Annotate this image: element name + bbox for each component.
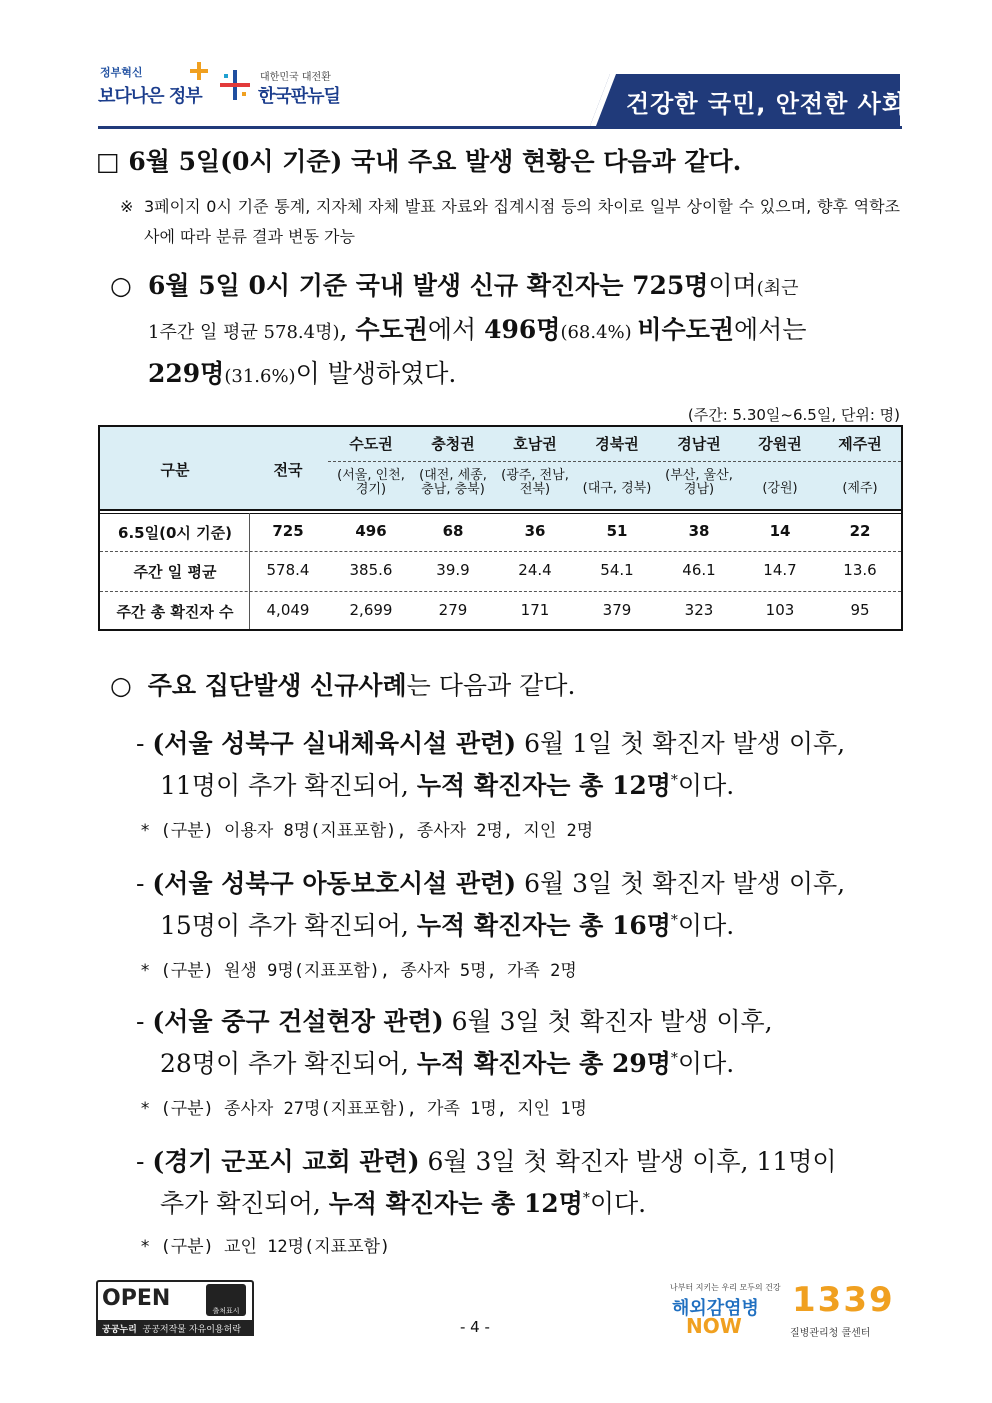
region-name: 경남권 <box>677 435 721 453</box>
table-cell: 46.1 <box>682 561 716 579</box>
table-cell: 496 <box>355 522 387 540</box>
new-deal-mark-icon <box>218 68 252 102</box>
summary-line-3: 229명(31.6%)이 발생하였다. <box>148 359 457 388</box>
region-name: 수도권 <box>349 435 393 453</box>
table-cell: 14.7 <box>763 561 797 579</box>
table-cell: 171 <box>520 601 550 619</box>
cluster-item-line: - (경기 군포시 교회 관련) 6월 3일 첫 확진자 발생 이후, 11명이 <box>136 1147 837 1176</box>
table-cell: 379 <box>602 601 632 619</box>
cluster-item-note: * (구분) 원생 9명(지표포함), 종사자 5명, 가족 2명 <box>140 961 577 981</box>
row-label: 6.5일(0시 기준) <box>118 524 232 542</box>
header-divider <box>98 126 902 129</box>
header-rule <box>100 509 901 511</box>
header-rule-2 <box>100 513 901 514</box>
row-label: 주간 총 확진자 수 <box>116 603 234 621</box>
summary-line-2: 1주간 일 평균 578.4명), 수도권에서 496명(68.4%) 비수도권에서는 <box>148 315 807 344</box>
region-name: 제주권 <box>838 435 882 453</box>
kdca-call-center-logo: 1339 질병관리청 콜센터 <box>790 1280 895 1339</box>
cluster-item-line: - (서울 성북구 아동보호시설 관련) 6월 3일 첫 확진자 발생 이후, <box>136 869 846 898</box>
region-sub: (부산, 울산, 경남) <box>665 468 733 497</box>
call-center-number: 1339 <box>792 1280 895 1320</box>
cluster-item-line: 추가 확진되어, 누적 확진자는 총 12명*이다. <box>160 1189 647 1218</box>
region-sub: (대구, 경북) <box>582 481 652 496</box>
row-label: 주간 일 평균 <box>133 563 217 581</box>
region-name: 충청권 <box>431 435 475 453</box>
cluster-item-line: 11명이 추가 확진되어, 누적 확진자는 총 12명*이다. <box>160 771 735 800</box>
gov-innovation-logo: 정부혁신 보다나은 정부 <box>98 62 210 112</box>
regional-cases-table <box>98 425 903 631</box>
page-title: □ 6월 5일(0시 기준) 국내 주요 발생 현황은 다음과 같다. <box>96 147 742 176</box>
korean-new-deal-logo: 대한민국 대전환 한국판뉴딜 <box>218 64 368 110</box>
cluster-item-note: * (구분) 교인 12명(지표포함) <box>140 1237 391 1257</box>
slogan-banner <box>590 74 907 126</box>
summary-paragraph <box>110 264 902 396</box>
circle-bullet: ○ <box>110 271 132 300</box>
summary-line-1: 6월 5일 0시 기준 국내 발생 신규 확진자는 725명이며(최근 <box>148 271 799 300</box>
table-cell: 51 <box>606 522 628 540</box>
table-cell: 725 <box>272 522 304 540</box>
region-sub: (강원) <box>762 481 798 496</box>
table-cell: 68 <box>442 522 464 540</box>
table-cell: 24.4 <box>518 561 552 579</box>
table-cell: 14 <box>769 522 791 540</box>
row-divider <box>100 591 901 592</box>
table-cell: 279 <box>438 601 468 619</box>
region-sub: (서울, 인천, 경기) <box>337 468 405 497</box>
region-name: 강원권 <box>758 435 802 453</box>
cluster-item-line: 15명이 추가 확진되어, 누적 확진자는 총 16명*이다. <box>160 911 735 940</box>
table-cell: 38 <box>688 522 710 540</box>
region-name: 호남권 <box>513 435 557 453</box>
table-cell: 54.1 <box>600 561 634 579</box>
region-sub: (광주, 전남, 전북) <box>501 468 569 497</box>
table-cell: 39.9 <box>436 561 470 579</box>
row-divider <box>100 551 901 552</box>
cluster-item-note: * (구분) 종사자 27명(지표포함), 가족 1명, 지인 1명 <box>140 1099 587 1119</box>
table-cell: 323 <box>684 601 714 619</box>
table-cell: 95 <box>850 601 870 619</box>
cluster-item-line: - (서울 성북구 실내체육시설 관련) 6월 1일 첫 확진자 발생 이후, <box>136 729 846 758</box>
overseas-infection-now-logo: 나부터 지키는 우리 모두의 건강 해외감염병 NOW <box>670 1283 781 1338</box>
cluster-item-note: * (구분) 이용자 8명(지표포함), 종사자 2명, 지인 2명 <box>140 821 594 841</box>
banner-text: 건강한 국민, 안전한 사회 <box>626 90 907 118</box>
table-cell: 578.4 <box>266 561 310 579</box>
table-cell: 4,049 <box>266 601 310 619</box>
region-sub: (제주) <box>842 481 878 496</box>
cluster-item-line: - (서울 중구 건설현장 관련) 6월 3일 첫 확진자 발생 이후, <box>136 1007 773 1036</box>
table-cell: 13.6 <box>843 561 877 579</box>
col-header-nation: 전국 <box>273 461 303 479</box>
table-cell: 385.6 <box>349 561 393 579</box>
table-cell: 22 <box>849 522 871 540</box>
page-number: - 4 - <box>460 1318 490 1336</box>
region-sub: (대전, 세종, 충남, 충북) <box>419 468 487 497</box>
table-cell: 103 <box>765 601 795 619</box>
plus-icon <box>190 62 208 80</box>
table-cell: 36 <box>524 522 546 540</box>
open-label: OPEN <box>102 1286 171 1311</box>
header-dashed-divider <box>328 461 901 462</box>
col-header-label: 구분 <box>160 461 190 479</box>
region-name: 경북권 <box>595 435 639 453</box>
cluster-item-line: 28명이 추가 확진되어, 누적 확진자는 총 29명*이다. <box>160 1049 735 1078</box>
cluster-section-heading: ○ 주요 집단발생 신규사례는 다음과 같다. <box>110 671 576 700</box>
open-license-badge: OPEN 출처표시 공공누리 공공저작물 자유이용허락 <box>96 1280 254 1336</box>
table-cell: 2,699 <box>349 601 393 619</box>
table-unit-caption: (주간: 5.30일~6.5일, 단위: 명) <box>687 406 900 424</box>
